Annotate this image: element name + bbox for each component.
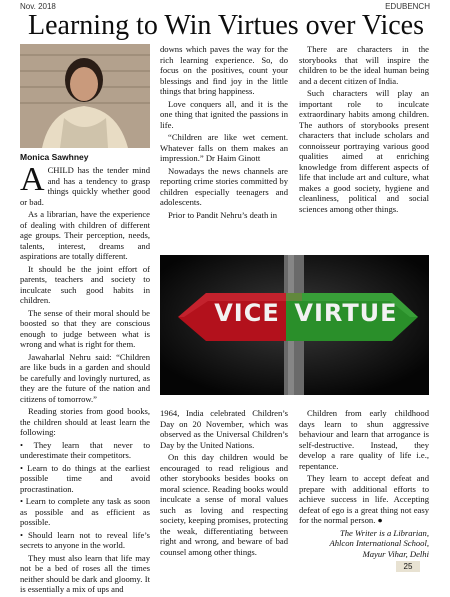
- writer-credit-line: The Writer is a Librarian,: [339, 527, 429, 538]
- virtue-label: VIRTUE: [294, 299, 398, 327]
- paragraph: As a librarian, have the experience of dealing with children of different age groups. Their perception, needs, talents, interest, dreams and aspirations are totally different.: [20, 209, 150, 261]
- article-column-3-bottom: [299, 408, 429, 559]
- paragraph: On this day children would be encouraged to read religious and other storybooks besides books on moral science. Reading books would inculcate a sense of moral values such as loving and respecting society, keeping promises, protecting the weak, differentiating between right and wrong, and beware of bad counsel among other things.: [160, 452, 288, 557]
- page-number: 25: [396, 561, 420, 572]
- vice-label: VICE: [214, 299, 280, 327]
- lead-paragraph: [20, 161, 150, 207]
- bullet-item: • Should learn not to reveal life’s secrets to anyone in the world.: [20, 529, 150, 550]
- paragraph: 1964, India celebrated Children’s Day on 20 November, which was observed as the Universal Children’s Day by the United Nations.: [160, 408, 288, 450]
- paragraph: downs which paves the way for the rich learning experience. So, do focus on the positives, count your blessings and find joy in the little things that bring happiness.: [160, 44, 288, 96]
- magazine-name: EDUBENCH: [385, 2, 430, 11]
- author-name: Monica Sawhney: [20, 152, 89, 162]
- paragraph: Nowadays the news channels are reporting crime stories committed by children especially teenagers and adolescents.: [160, 165, 288, 207]
- paragraph: Love conquers all, and it is the one thing that ignited the passions in life.: [160, 98, 288, 130]
- paragraph: Jawaharlal Nehru said: “Children are like buds in a garden and should be carefully and lovingly nurtured, as they are the future of the nation and citizens of tomorrow.”: [20, 351, 150, 404]
- paragraph: It should be the joint effort of parents, teachers and society to inculcate such good habits in children.: [20, 263, 150, 305]
- article-column-2-top: [160, 44, 288, 222]
- paragraph: They learn to accept defeat and prepare with additional efforts to achieve success in life. Accepting defeat of ego is a great thing not easy for the normal person. ●: [299, 473, 429, 525]
- paragraph: The sense of their moral should be boosted so that they are conscious enough to judge between what is wrong and what is right for them.: [20, 307, 150, 349]
- writer-credit-line: Ahlcon International School,: [329, 538, 429, 548]
- article-column-1: [20, 161, 150, 597]
- author-photo: [20, 44, 150, 148]
- lead-text: CHILD has the tender mind and has a tendency to grasp things quickly whether good or bad.: [20, 165, 150, 207]
- paragraph: They must also learn that life may not be a bed of roses all the times neither should be dark and gloomy. It is essentially a mix of ups and: [20, 552, 150, 594]
- bullet-item: • They learn that never to underestimate their competitors.: [20, 439, 150, 460]
- writer-credit-line: Mayur Vihar, Delhi: [362, 548, 429, 559]
- paragraph: Prior to Pandit Nehru’s death in: [168, 209, 278, 220]
- writer-credit: [299, 528, 429, 560]
- paragraph: Children from early childhood days learn to shun aggressive behaviour and learn that arrogance is self-destructive. Instead, they develop a rare quality of life i.e., repentance.: [299, 408, 429, 471]
- paragraph: Reading stories from good books, the children should at least learn the following:: [20, 406, 150, 437]
- paragraph: Such characters will play an important role to inculcate extraordinary habits among children. The authors of storybooks present characters that include scholars and connoisseur portraying various good qualities aimed at enriching knowledge from different aspects of life that include art and culture, what makes a good society, hygiene and cleanliness, political and social sciences among other things.: [299, 88, 429, 214]
- article-column-2-bottom: [160, 408, 288, 559]
- bullet-item: • Learn to do things at the earliest possible time and avoid procrastination.: [20, 462, 150, 494]
- paragraph: “Children are like wet cement. Whatever falls on them makes an impression.” Dr Haim Ginott: [160, 132, 288, 163]
- vice-virtue-signpost-image: [160, 255, 429, 395]
- paragraph: There are characters in the storybooks that will inspire the children to be the ideal human being and a decent citizen of India.: [299, 44, 429, 86]
- issue-date: Nov. 2018: [20, 2, 56, 11]
- author-portrait-image: [20, 44, 150, 148]
- bullet-item: • Learn to complete any task as soon as possible and as efficient as possible.: [20, 496, 150, 527]
- article-column-3-top: [299, 44, 429, 216]
- drop-cap: A: [20, 161, 45, 198]
- article-title: Learning to Win Virtues over Vices: [28, 10, 424, 41]
